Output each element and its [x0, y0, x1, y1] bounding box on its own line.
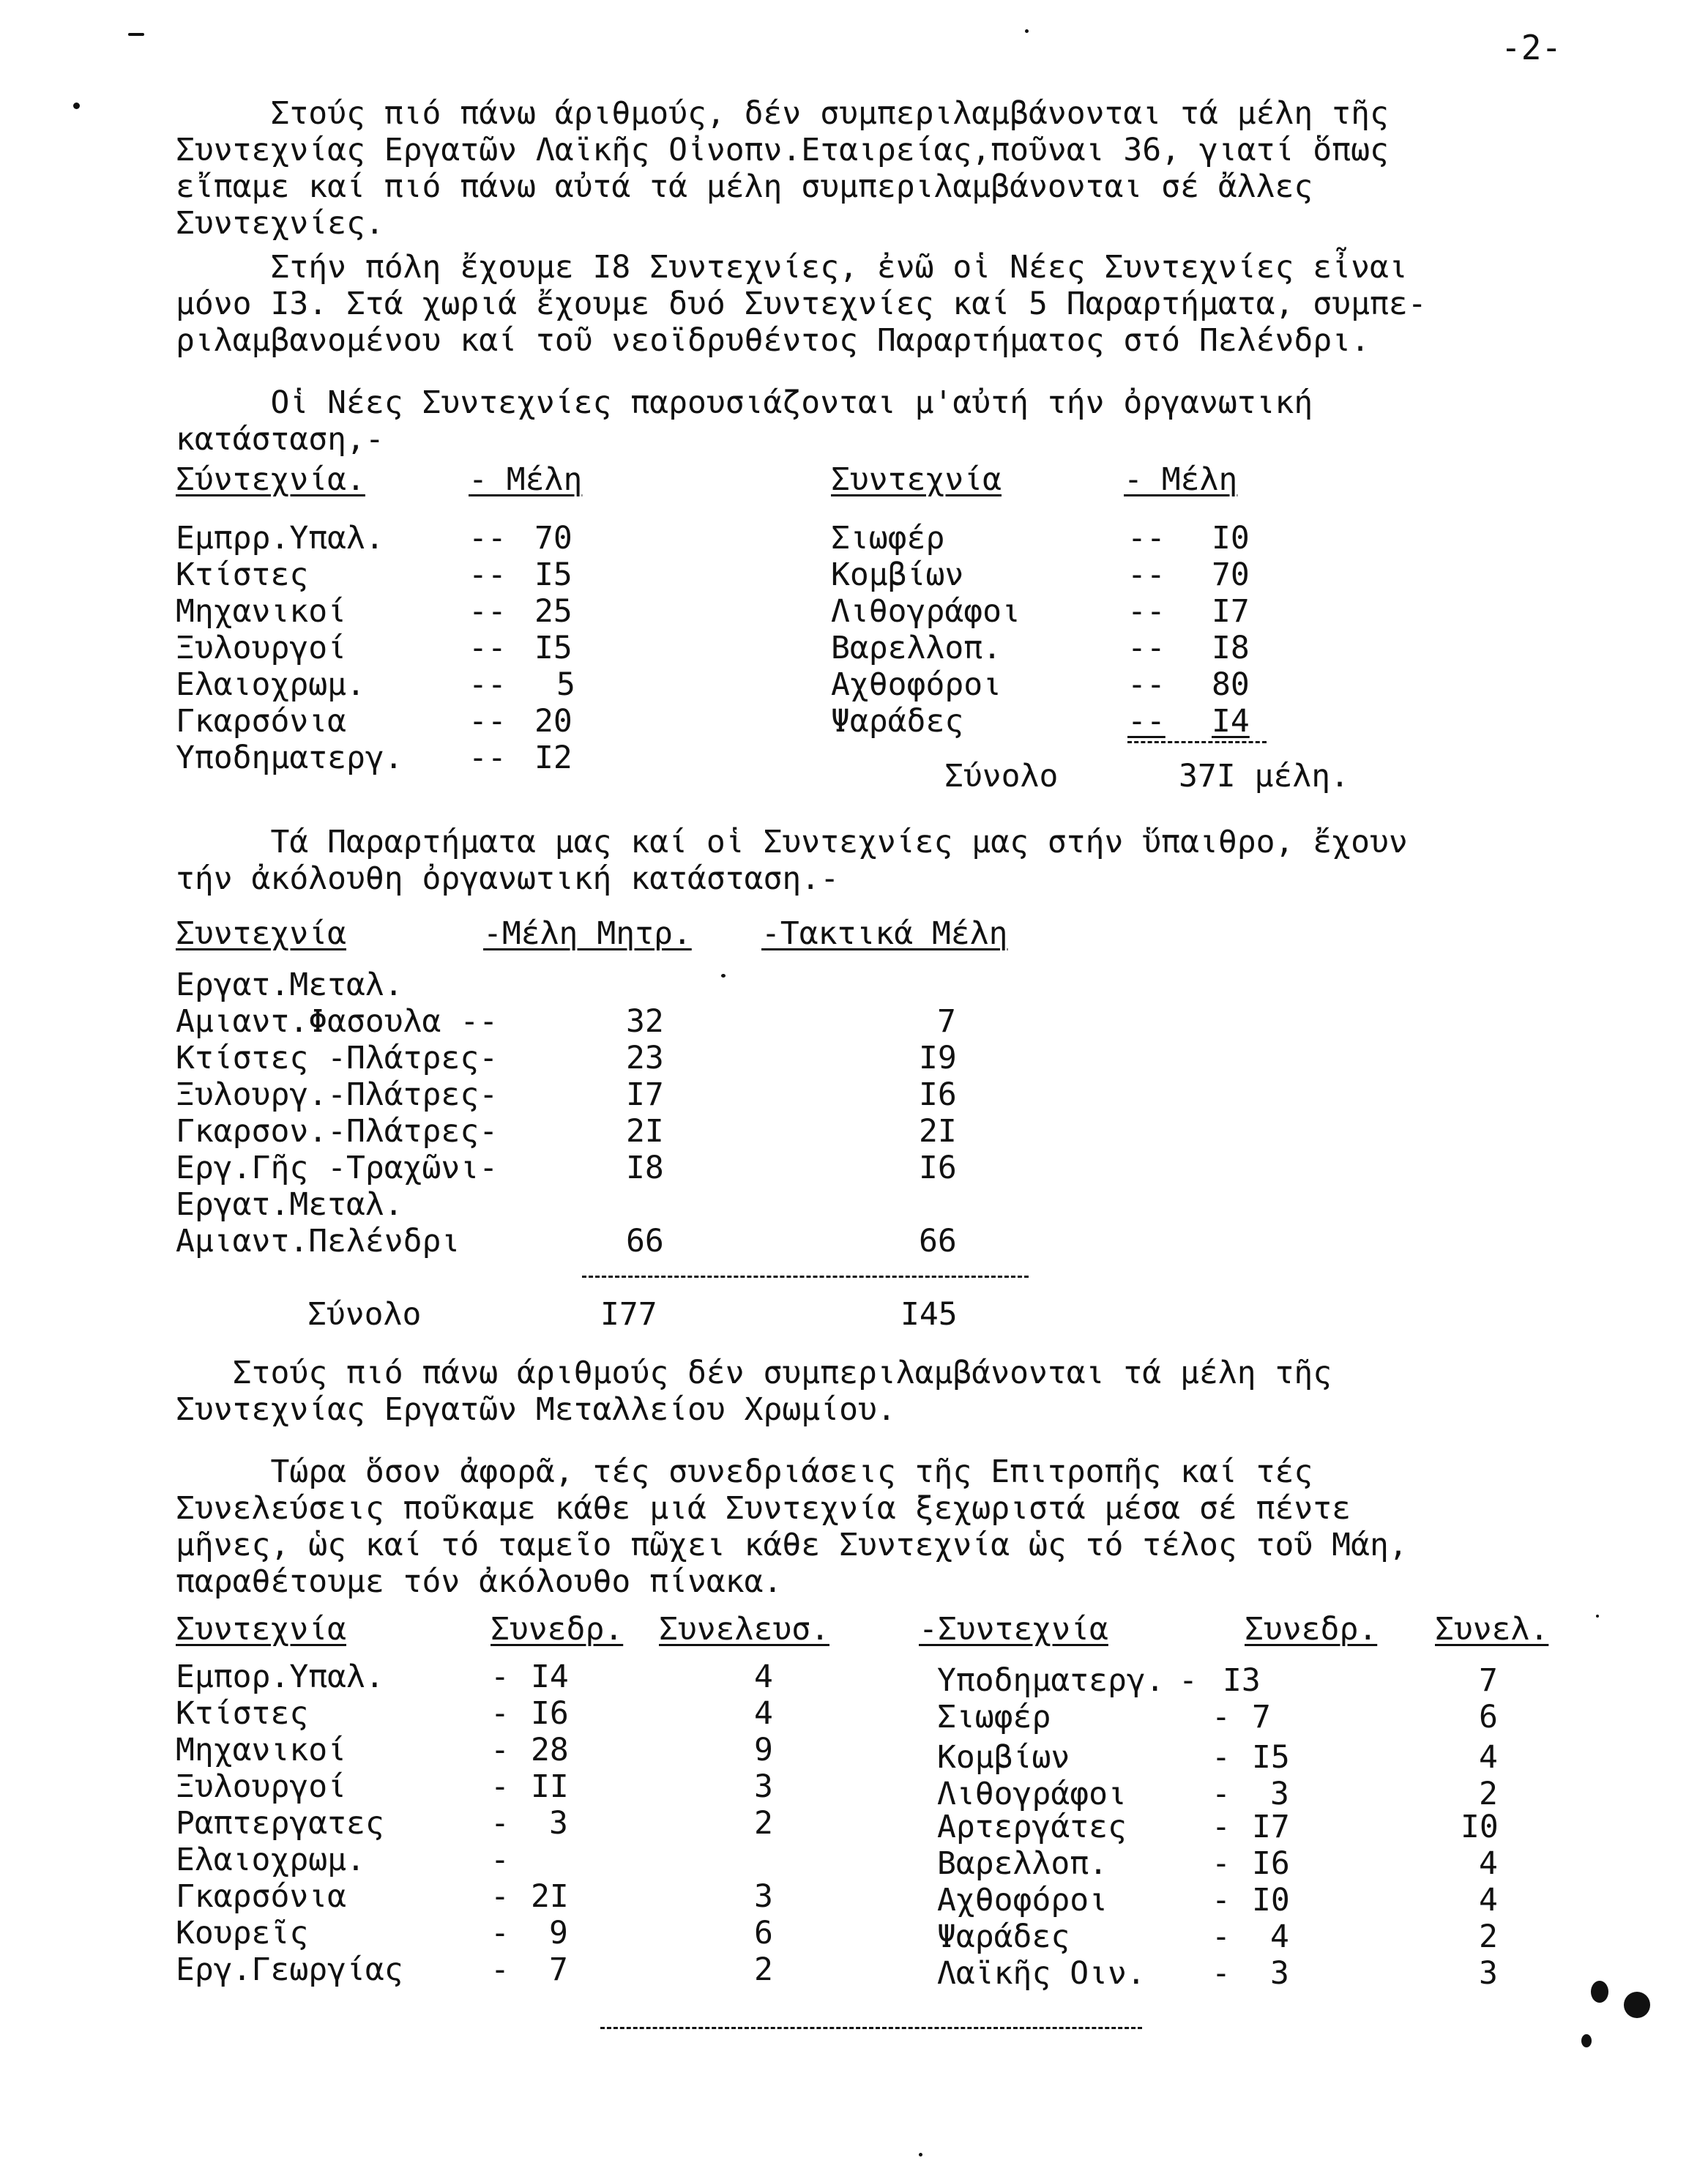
ink-speck: [1025, 29, 1029, 33]
dash: -: [491, 1732, 510, 1768]
member-count: 25: [534, 593, 573, 630]
table-header: -Συντεχνία: [919, 1611, 1108, 1648]
meetings-count: Ι0: [1252, 1882, 1290, 1919]
branch-name: Εργατ.Μεταλ.: [176, 967, 403, 1003]
table-header: Συντεχνία: [831, 461, 1002, 498]
dash: -: [491, 1659, 510, 1695]
meetings-count: 9: [549, 1915, 568, 1951]
assemblies-count: 4: [754, 1695, 773, 1732]
assemblies-count: 7: [1479, 1662, 1498, 1699]
branch-name: Εργατ.Μεταλ.: [176, 1186, 403, 1223]
union-name: Αρτεργάτες: [937, 1809, 1127, 1845]
member-count: Ι5: [534, 630, 573, 666]
meetings-count: Ι6: [531, 1695, 569, 1732]
dash: --: [469, 740, 507, 776]
dash: --: [469, 666, 507, 703]
table-header: Συντεχνία: [176, 1611, 346, 1648]
meetings-count: 7: [549, 1951, 568, 1988]
union-name: Λιθογράφοι: [937, 1776, 1127, 1812]
meetings-count: 28: [531, 1732, 569, 1768]
regular-members: Ι6: [919, 1076, 957, 1113]
text-line: Συντεχνίας Εργατῶν Λαϊκῆς Οἰνοπν.Εταιρείας,ποῦναι 36, γιατί ὅπως: [176, 132, 1389, 168]
dash: --: [1127, 520, 1166, 557]
ink-blot: [1624, 1992, 1650, 2018]
member-count: Ι2: [534, 740, 573, 776]
dash: --: [1127, 703, 1166, 740]
assemblies-count: 4: [1479, 1845, 1498, 1882]
total-registered: Ι77: [600, 1296, 657, 1333]
assemblies-count: 4: [1479, 1739, 1498, 1776]
table-header: Συνελευσ.: [659, 1611, 829, 1648]
member-count: Ι8: [1212, 630, 1250, 666]
branch-name: Αμιαντ.Πελένδρι: [176, 1223, 460, 1259]
text-line: Στούς πιό πάνω άριθμούς, δέν συμπεριλαμβάνονται τά μέλη τῆς: [176, 95, 1389, 132]
assemblies-count: 3: [1479, 1955, 1498, 1992]
dash: -: [1212, 1739, 1231, 1776]
table-header: Συνελ.: [1435, 1611, 1549, 1648]
ink-blot: [1581, 2034, 1592, 2047]
meetings-count: Ι7: [1252, 1809, 1290, 1845]
ink-speck: [73, 103, 80, 109]
ink-speck: [721, 974, 726, 978]
union-name: Ελαιοχρωμ.: [176, 666, 365, 703]
union-name: Κτίστες: [176, 1695, 309, 1732]
assemblies-count: 2: [1479, 1919, 1498, 1955]
registered-members: Ι8: [626, 1150, 664, 1186]
assemblies-count: 4: [754, 1659, 773, 1695]
dash: --: [469, 593, 507, 630]
regular-members: Ι6: [919, 1150, 957, 1186]
union-name: Βαρελλοπ.: [831, 630, 1002, 666]
table-header: Συντεχνία: [176, 915, 346, 952]
ink-speck: [128, 33, 144, 36]
table-header: Συνεδρ.: [491, 1611, 624, 1648]
regular-members: 2Ι: [919, 1113, 957, 1150]
total-label: Σύνολο: [944, 758, 1059, 794]
union-name: Κομβίων: [937, 1739, 1070, 1776]
total-regular: Ι45: [900, 1296, 958, 1333]
union-name: Λαϊκῆς Οιν.: [937, 1955, 1146, 1992]
assemblies-count: 3: [754, 1878, 773, 1915]
branch-name: Ξυλουργ.-Πλάτρες-: [176, 1076, 499, 1113]
union-name: Κτίστες: [176, 557, 309, 593]
dash: --: [1127, 557, 1166, 593]
union-name: Υποδηματεργ.: [176, 740, 403, 776]
closing-divider: [600, 2027, 1142, 2029]
union-name: Ψαράδες: [937, 1919, 1070, 1955]
union-name: Ψαράδες: [831, 703, 964, 740]
regular-members: 7: [937, 1003, 956, 1040]
dash: -: [1212, 1955, 1231, 1992]
branch-name: Κτίστες -Πλάτρες-: [176, 1040, 499, 1076]
union-name: Σιωφέρ: [831, 520, 945, 557]
regular-members: Ι9: [919, 1040, 957, 1076]
text-line: Οἱ Νέες Συντεχνίες παρουσιάζονται μ'αὐτή τήν ὀργανωτική: [176, 384, 1313, 421]
assemblies-count: 6: [1479, 1699, 1498, 1735]
dash: -: [1212, 1776, 1231, 1812]
table-header: Συνεδρ.: [1245, 1611, 1378, 1648]
meetings-count: 7: [1252, 1699, 1271, 1735]
sum-divider: [1127, 741, 1267, 743]
union-name: Εμπορ.Υπαλ.: [176, 1659, 384, 1695]
branch-name: Γκαρσον.-Πλάτρες-: [176, 1113, 499, 1150]
branch-name: Αμιαντ.Φασουλα --: [176, 1003, 499, 1040]
text-line: τήν ἀκόλουθη ὀργανωτική κατάσταση.-: [176, 860, 840, 897]
union-name: Γκαρσόνια: [176, 703, 346, 740]
meetings-count: 3: [1270, 1955, 1289, 1992]
text-line: Συντεχνίας Εργατῶν Μεταλλείου Χρωμίου.: [176, 1391, 896, 1428]
dash: -: [491, 1878, 510, 1915]
text-line: κατάσταση,-: [176, 421, 384, 458]
meetings-count: Ι4: [531, 1659, 569, 1695]
text-line: Συντεχνίες.: [176, 205, 384, 242]
dash: -: [1179, 1662, 1198, 1699]
dash: -: [491, 1805, 510, 1842]
page-number: -2-: [1501, 28, 1562, 67]
text-line: εἴπαμε καί πιό πάνω αὐτά τά μέλη συμπεριλαμβάνονται σέ ἄλλες: [176, 168, 1313, 205]
union-name: Μηχανικοί: [176, 593, 346, 630]
union-name: Κομβίων: [831, 557, 964, 593]
dash: -: [491, 1951, 510, 1988]
dash: -: [491, 1915, 510, 1951]
meetings-count: Ι5: [1252, 1739, 1290, 1776]
regular-members: 66: [919, 1223, 957, 1259]
registered-members: 2Ι: [626, 1113, 664, 1150]
union-name: Σιωφέρ: [937, 1699, 1051, 1735]
registered-members: 23: [626, 1040, 664, 1076]
assemblies-count: 2: [1479, 1776, 1498, 1812]
union-name: Κουρεῖς: [176, 1915, 309, 1951]
union-name: Ελαιοχρωμ.: [176, 1842, 365, 1878]
assemblies-count: Ι0: [1461, 1809, 1499, 1845]
assemblies-count: 3: [754, 1768, 773, 1805]
ink-speck: [1596, 1615, 1599, 1618]
member-count: Ι7: [1212, 593, 1250, 630]
member-count: Ι0: [1212, 520, 1250, 557]
meetings-count: 3: [549, 1805, 568, 1842]
assemblies-count: 2: [754, 1951, 773, 1988]
dash: --: [469, 520, 507, 557]
table-header: - Μέλη: [469, 461, 583, 498]
ink-blot: [1591, 1981, 1608, 2003]
meetings-count: 2Ι: [531, 1878, 569, 1915]
meetings-count: Ι6: [1252, 1845, 1290, 1882]
total-value: 37Ι μέλη.: [1179, 758, 1349, 794]
assemblies-count: 2: [754, 1805, 773, 1842]
dash: --: [1127, 593, 1166, 630]
table-header: - Μέλη: [1124, 461, 1238, 498]
registered-members: 66: [626, 1223, 664, 1259]
member-count: 20: [534, 703, 573, 740]
text-line: μόνο Ι3. Στά χωριά ἔχουμε δυό Συντεχνίες καί 5 Παραρτήματα, συμπε-: [176, 286, 1427, 322]
member-count: 70: [534, 520, 573, 557]
dash: --: [469, 557, 507, 593]
member-count: Ι5: [534, 557, 573, 593]
assemblies-count: 9: [754, 1732, 773, 1768]
table-header: -Μέλη Μητρ.: [483, 915, 692, 952]
registered-members: 32: [626, 1003, 664, 1040]
text-line: Τώρα ὅσον ἀφορᾶ, τές συνεδριάσεις τῆς Επιτροπῆς καί τές: [176, 1454, 1313, 1490]
dash: -: [1212, 1845, 1231, 1882]
meetings-count: Ι3: [1223, 1662, 1261, 1699]
dash: --: [1127, 666, 1166, 703]
dash: -: [1212, 1882, 1231, 1919]
total-label: Σύνολο: [307, 1296, 422, 1333]
union-name: Μηχανικοί: [176, 1732, 346, 1768]
assemblies-count: 4: [1479, 1882, 1498, 1919]
union-name: Ξυλουργοί: [176, 630, 346, 666]
ink-speck: [919, 2153, 922, 2156]
text-line: μῆνες, ὡς καί τό ταμεῖο πῶχει κάθε Συντεχνία ὡς τό τέλος τοῦ Μάη,: [176, 1527, 1408, 1563]
assemblies-count: 6: [754, 1915, 773, 1951]
text-line: Τά Παραρτήματα μας καί οἱ Συντεχνίες μας στήν ὕπαιθρο, ἔχουν: [176, 824, 1408, 860]
member-count: Ι4: [1212, 703, 1250, 740]
meetings-count: ΙΙ: [531, 1768, 569, 1805]
union-name: Γκαρσόνια: [176, 1878, 346, 1915]
dash: --: [469, 703, 507, 740]
dash: -: [491, 1695, 510, 1732]
union-name: Εργ.Γεωργίας: [176, 1951, 403, 1988]
text-line: Στήν πόλη ἔχουμε Ι8 Συντεχνίες, ἐνῶ οἱ Νέες Συντεχνίες εἶναι: [176, 249, 1408, 286]
dash: --: [469, 630, 507, 666]
dash: -: [491, 1768, 510, 1805]
union-name: Αχθοφόροι: [937, 1882, 1108, 1919]
meetings-count: 3: [1270, 1776, 1289, 1812]
text-line: ριλαμβανομένου καί τοῦ νεοϊδρυθέντος Παραρτήματος στό Πελένδρι.: [176, 322, 1370, 359]
union-name: Ξυλουργοί: [176, 1768, 346, 1805]
branch-name: Εργ.Γῆς -Τραχῶνι-: [176, 1150, 499, 1186]
text-line: παραθέτουμε τόν ἀκόλουθο πίνακα.: [176, 1563, 783, 1600]
member-count: 5: [556, 666, 575, 703]
dash: -: [491, 1842, 510, 1878]
union-name: Αχθοφόροι: [831, 666, 1002, 703]
union-name: Βαρελλοπ.: [937, 1845, 1108, 1882]
dash: -: [1212, 1809, 1231, 1845]
dash: -: [1212, 1699, 1231, 1735]
member-count: 70: [1212, 557, 1250, 593]
union-name: Εμπρρ.Υπαλ.: [176, 520, 384, 557]
member-count: 80: [1212, 666, 1250, 703]
union-name: Ραπτεργατες: [176, 1805, 384, 1842]
dash: -: [1212, 1919, 1231, 1955]
text-line: Στούς πιό πάνω άριθμούς δέν συμπεριλαμβάνονται τά μέλη τῆς: [176, 1355, 1332, 1391]
table-header: -Τακτικά Μέλη: [761, 915, 1008, 952]
union-name: Λιθογράφοι: [831, 593, 1021, 630]
meetings-count: 4: [1270, 1919, 1289, 1955]
registered-members: Ι7: [626, 1076, 664, 1113]
text-line: Συνελεύσεις ποῦκαμε κάθε μιά Συντεχνία ξεχωριστά μέσα σέ πέντε: [176, 1490, 1351, 1527]
table-header: Σύντεχνία.: [176, 461, 365, 498]
union-name: Υποδηματεργ.: [937, 1662, 1165, 1699]
sum-divider: [582, 1276, 1029, 1278]
dash: --: [1127, 630, 1166, 666]
